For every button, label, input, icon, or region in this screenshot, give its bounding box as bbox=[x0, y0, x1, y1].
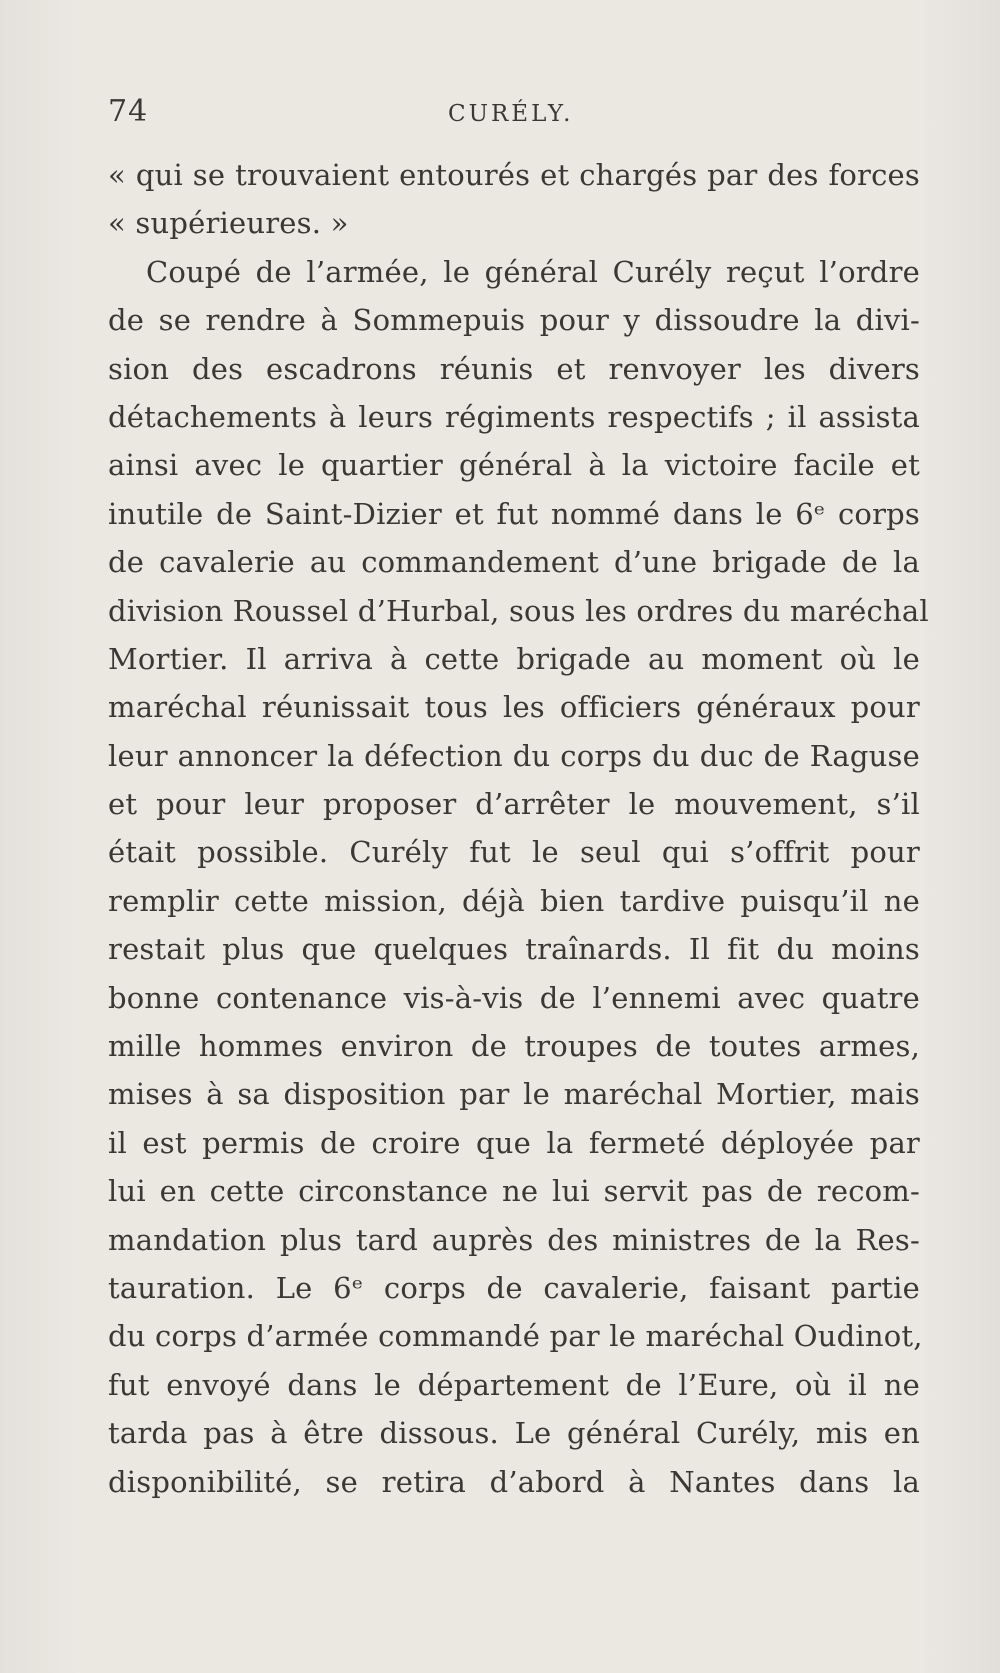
text-line: ainsi avec le quartier général à la victoire facile et bbox=[108, 448, 920, 483]
text-line: « supérieures. » bbox=[108, 206, 349, 241]
text-line: disponibilité, se retira d’abord à Nantes dans la bbox=[108, 1464, 920, 1499]
paragraph-first-line: Coupé de l’armée, le général Curély reçut l’ordre bbox=[146, 254, 920, 289]
text-line: mille hommes environ de troupes de toutes armes, bbox=[108, 1029, 920, 1064]
text-line: sion des escadrons réunis et renvoyer les divers bbox=[108, 351, 920, 386]
text-line: était possible. Curély fut le seul qui s’offrit pour bbox=[108, 835, 920, 870]
text-line: lui en cette circonstance ne lui servit pas de recom- bbox=[108, 1174, 920, 1209]
text-line: remplir cette mission, déjà bien tardive puisqu’il ne bbox=[108, 883, 920, 918]
text-line: du corps d’armée commandé par le maréchal Oudinot, bbox=[108, 1319, 923, 1354]
text-line: et pour leur proposer d’arrêter le mouvement, s’il bbox=[108, 787, 920, 822]
text-line: il est permis de croire que la fermeté déployée par bbox=[108, 1125, 920, 1160]
text-line: mandation plus tard auprès des ministres de la Res- bbox=[108, 1222, 920, 1257]
body-text bbox=[108, 151, 929, 1506]
text-line: tarda pas à être dissous. Le général Curély, mis en bbox=[108, 1416, 920, 1451]
text-line: tauration. Le 6ᵉ corps de cavalerie, faisant partie bbox=[108, 1270, 920, 1305]
running-head bbox=[108, 92, 903, 132]
text-line: restait plus que quelques traînards. Il fit du moins bbox=[108, 932, 920, 967]
text-line: de cavalerie au commandement d’une brigade de la bbox=[108, 545, 920, 580]
text-line: « qui se trouvaient entourés et chargés par des forces bbox=[108, 158, 920, 192]
text-line: division Roussel d’Hurbal, sous les ordres du maréchal bbox=[108, 593, 929, 628]
page-number: 74 bbox=[108, 94, 149, 129]
text-line: leur annoncer la défection du corps du duc de Raguse bbox=[108, 738, 920, 773]
text-line: Mortier. Il arriva à cette brigade au moment où le bbox=[108, 641, 920, 676]
text-line: détachements à leurs régiments respectifs ; il assista bbox=[108, 399, 920, 434]
running-title: CURÉLY. bbox=[448, 101, 574, 127]
text-line: bonne contenance vis-à-vis de l’ennemi avec quatre bbox=[108, 980, 920, 1015]
text-line: maréchal réunissait tous les officiers généraux pour bbox=[108, 690, 920, 725]
text-line: fut envoyé dans le département de l’Eure, où il ne bbox=[108, 1367, 920, 1402]
text-line: inutile de Saint-Dizier et fut nommé dans le 6ᵉ corps bbox=[108, 496, 920, 531]
text-line: mises à sa disposition par le maréchal Mortier, mais bbox=[108, 1077, 920, 1112]
text-line: de se rendre à Sommepuis pour y dissoudre la divi- bbox=[108, 303, 920, 338]
